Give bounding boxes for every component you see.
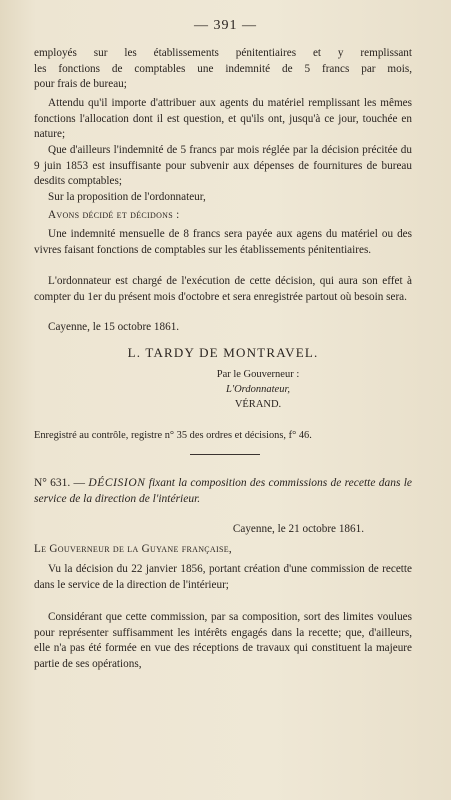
signature-block (34, 345, 412, 412)
governor-signature: L. TARDY DE MONTRAVEL. (127, 345, 319, 360)
page-number: — 391 — (194, 18, 257, 33)
decision-paragraph-vu: Vu la décision du 22 janvier 1856, portant création d'une commission de recette dans le service de la direction de l'intérieur; (34, 563, 412, 591)
decision-paragraph-considerant: Considérant que cette commission, par sa composition, sort des limites voulues pour représenter suffisamment les intérêts engagés dans la recette; que, d'ailleurs, elle n'a pas été formée en vue des réceptions de travaux qui constituent la majeure partie de ses opérations, (34, 611, 412, 670)
decision-opening (34, 542, 412, 558)
paragraph-avons-decide: Avons décidé et décidons : (48, 209, 180, 221)
countersignature: VÉRAND. (234, 399, 282, 410)
paragraph-execution: L'ordonnateur est chargé de l'exécution de cette décision, qui aura son effet à compter du 1er du présent mois d'octobre et sera enregistrée partout où besoin sera. (34, 275, 412, 303)
signature-by: Par le Gouverneur : (216, 369, 300, 380)
decision-opening-text: Le Gouverneur de la Guyane française, (34, 543, 232, 555)
decision-number: N° 631. — (34, 477, 86, 489)
paragraph-indemnite: Une indemnité mensuelle de 8 francs sera payée aux agens du matériel ou des vivres faisant fonctions de comptables sur les établissements pénitentiaires. (34, 228, 412, 256)
section-divider (190, 454, 260, 455)
decision-date: Cayenne, le 21 octobre 1861. (232, 523, 364, 535)
signature-role: L'Ordonnateur, (226, 384, 290, 395)
paragraph-continued (34, 46, 412, 93)
paragraph-que-dailleurs: Que d'ailleurs l'indemnité de 5 francs par mois réglée par la décision précitée du 9 juin 1853 est insuffisante pour subvenir aux dépenses de fournitures de bureau desdits comptables; (34, 144, 412, 187)
place-date: Cayenne, le 15 octobre 1861. (48, 321, 180, 333)
registration-note: Enregistré au contrôle, registre n° 35 des ordres et décisions, f° 46. (34, 430, 312, 441)
paragraph-attendu: Attendu qu'il importe d'attribuer aux agents du matériel remplissant les mêmes fonctions l'allocation dont il est question, et qu'ils ont, jusqu'à ce jour, touchée en nature; (34, 97, 412, 140)
text-line: pour frais de bureau; (34, 78, 127, 90)
decision-title-caps: DÉCISION (88, 477, 146, 489)
text-line: employés sur les établissements pénitentiaires et y remplissant (34, 47, 412, 59)
text-line: les fonctions de comptables une indemnité de 5 francs par mois, (34, 62, 412, 75)
decision-heading (34, 476, 412, 507)
paragraph-proposition: Sur la proposition de l'ordonnateur, (48, 191, 206, 203)
decision-title: fixant la composition des commissions de recette dans le service de la direction de l'intérieur. (34, 477, 413, 505)
